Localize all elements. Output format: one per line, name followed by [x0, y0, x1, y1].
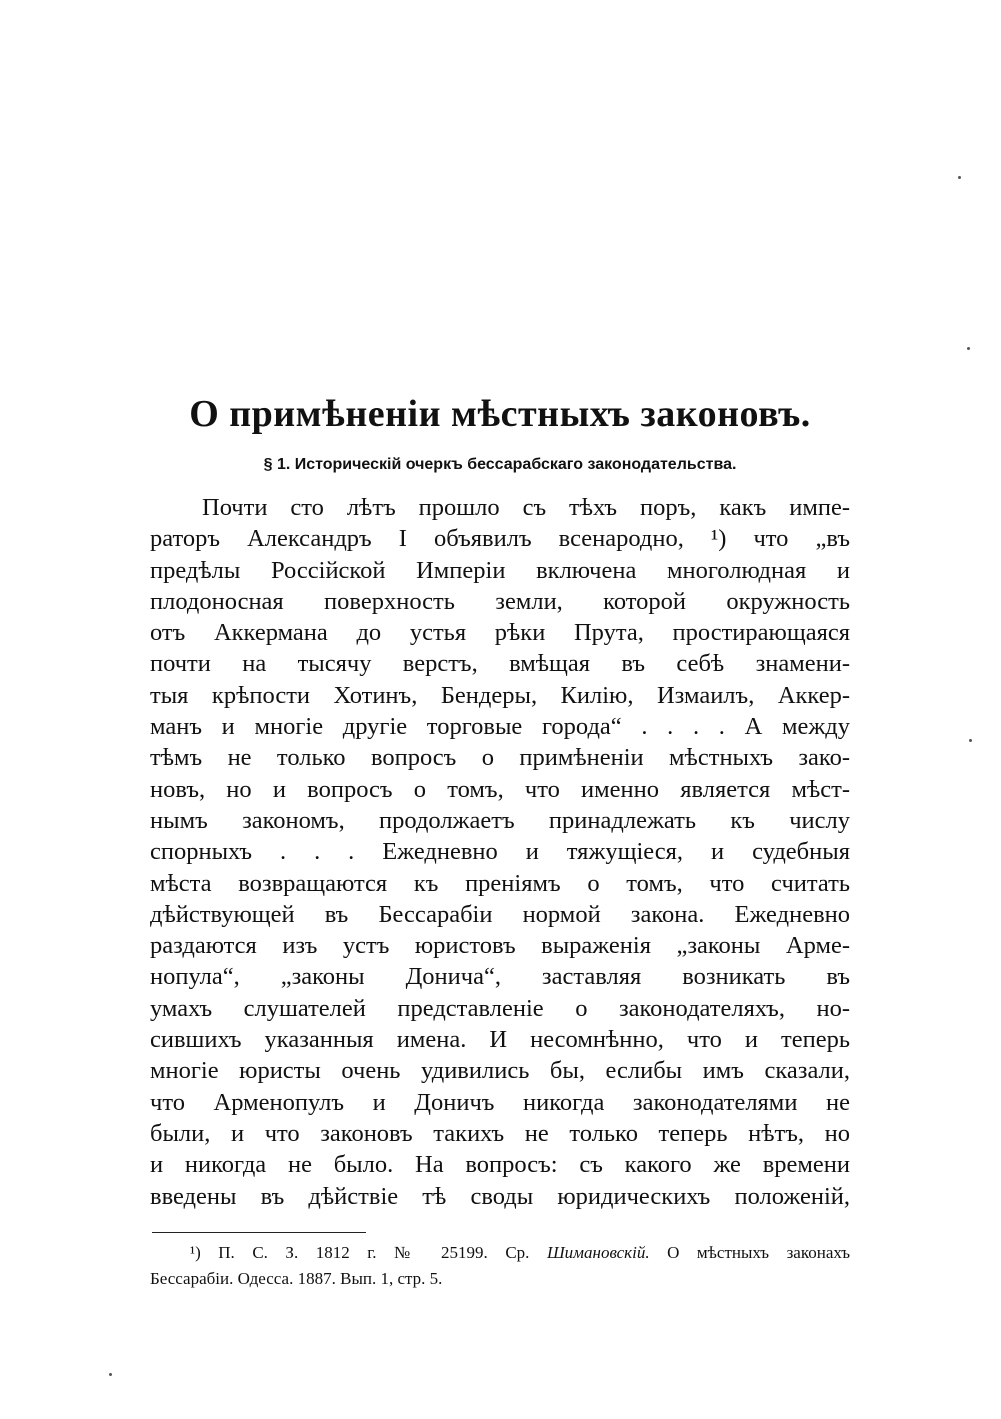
scan-speck	[967, 347, 970, 350]
body-line: раздаются изъ устъ юристовъ выраженія „законы Арме-	[150, 932, 850, 960]
scan-speck	[969, 739, 972, 742]
page-title: О примѣненіи мѣстныхъ законовъ.	[189, 393, 811, 435]
footnote-divider	[152, 1232, 366, 1233]
body-line: мѣста возвращаются къ преніямъ о томъ, что считать	[150, 869, 850, 897]
footnote-line: Бессарабіи. Одесса. 1887. Вып. 1, стр. 5.	[150, 1269, 443, 1288]
body-line: дѣйствующей въ Бессарабіи нормой закона. Ежедневно	[150, 900, 850, 928]
body-line: многіе юристы очень удивились бы, еслибы имъ сказали,	[150, 1057, 850, 1085]
body-line: умахъ слушателей представленіе о законодателяхъ, но-	[150, 994, 850, 1022]
body-line: новъ, но и вопросъ о томъ, что именно является мѣст-	[150, 775, 850, 803]
body-line: раторъ Александръ I объявилъ всенародно, ¹) что „въ	[150, 525, 850, 553]
body-line: почти на тысячу верстъ, вмѣщая въ себѣ знамени-	[150, 650, 850, 678]
body-line: тыя крѣпости Хотинъ, Бендеры, Килію, Измаилъ, Аккер-	[150, 681, 850, 709]
scan-speck	[109, 1373, 112, 1376]
footnote-work: О мѣстныхъ законахъ	[667, 1243, 851, 1262]
body-line: сившихъ указанныя имена. И несомнѣнно, что и теперь	[150, 1026, 850, 1054]
body-line: нопула“, „законы Донича“, заставляя возникать въ	[150, 963, 850, 991]
body-line: предѣлы Россійской Имперіи включена многолюдная и	[150, 556, 850, 584]
body-line: спорныхъ . . . Ежедневно и тяжущіеся, и судебныя	[150, 838, 850, 866]
body-line: тѣмъ не только вопросъ о примѣненіи мѣстныхъ зако-	[150, 744, 850, 772]
footnote	[150, 1240, 850, 1292]
body-text	[150, 492, 850, 1212]
body-line: отъ Аккермана до устья рѣки Прута, простирающаяся	[150, 619, 850, 647]
body-line: что Арменопулъ и Доничъ никогда законодателями не	[150, 1088, 850, 1116]
body-line: Почти сто лѣтъ прошло съ тѣхъ поръ, какъ импе-	[202, 494, 850, 521]
footnote-line	[150, 1240, 850, 1266]
section-heading: § 1. Историческій очеркъ бессарабскаго законодательства.	[263, 456, 737, 473]
scan-speck	[958, 176, 961, 179]
footnote-author: Шимановскій.	[546, 1243, 650, 1262]
body-line: нымъ закономъ, продолжаетъ принадлежать къ числу	[150, 806, 850, 834]
body-line: и никогда не было. На вопросъ: съ какого же времени	[150, 1151, 850, 1179]
body-line: плодоносная поверхность земли, которой окружность	[150, 587, 850, 615]
body-line: манъ и многіе другіе торговые города“ . . . . А между	[150, 713, 850, 741]
body-line: были, и что законовъ такихъ не только теперь нѣтъ, но	[150, 1119, 850, 1147]
footnote-citation: ¹) П. С. З. 1812 г. № 25199. Ср.	[190, 1243, 530, 1262]
body-line: введены въ дѣйствіе тѣ своды юридическихъ положеній,	[150, 1182, 850, 1210]
